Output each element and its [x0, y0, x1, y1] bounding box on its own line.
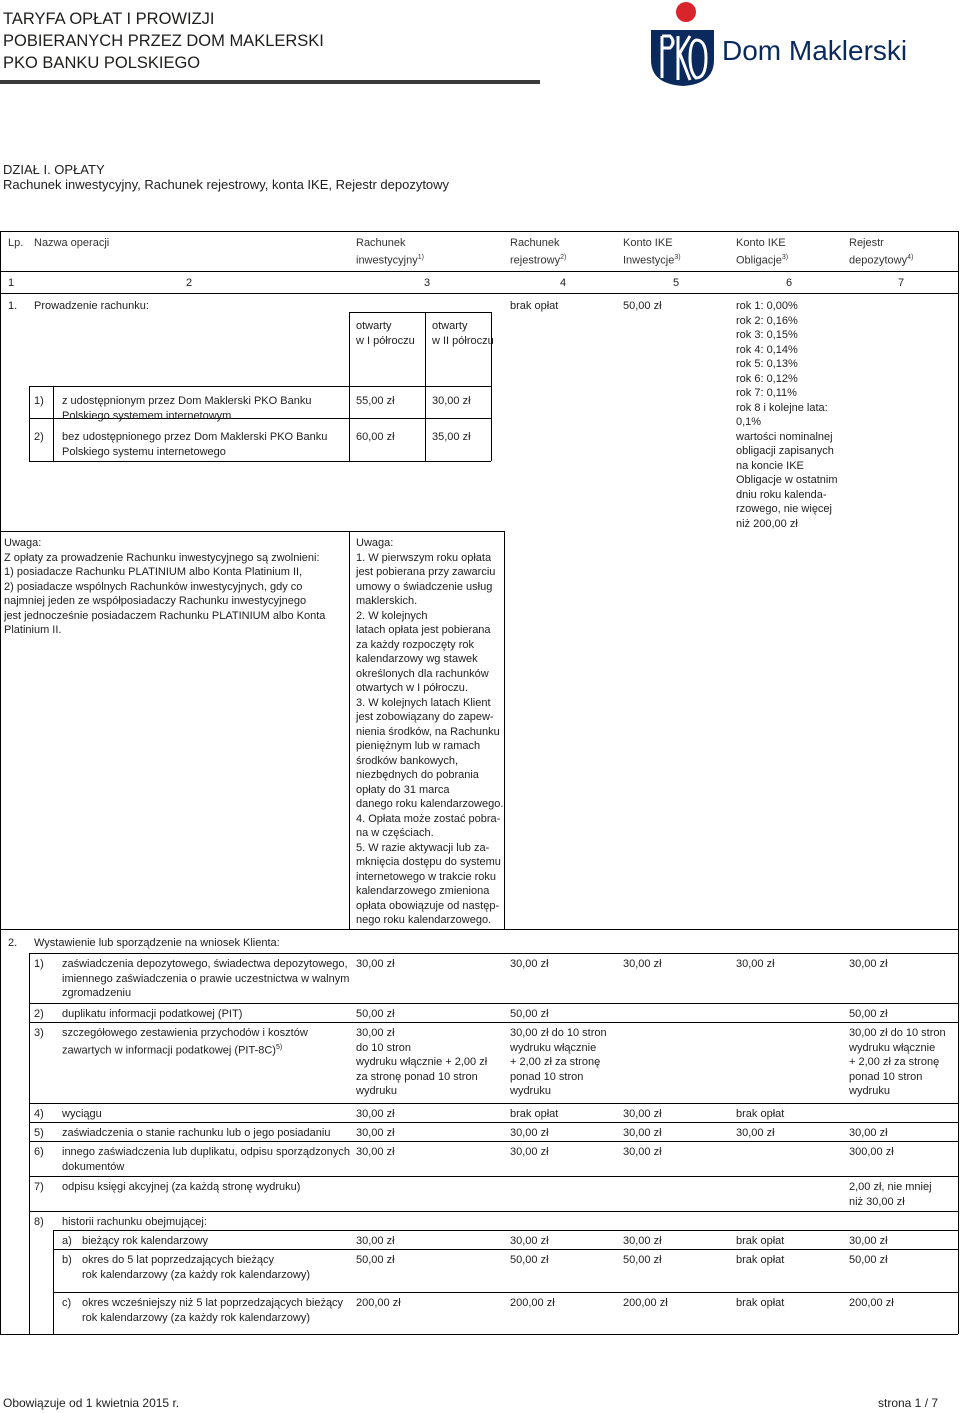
r2-8c-c5: 200,00 zł [623, 1297, 668, 1309]
r2-rule-10 [53, 1249, 958, 1250]
r2-row1-c3: 30,00 zł [356, 958, 395, 970]
row1-sub2-v1: 60,00 zł [356, 431, 395, 443]
otw-top-rule [349, 312, 491, 313]
r2-8c-c6: brak opłat [736, 1297, 785, 1309]
r2-row6-c3: 30,00 zł [356, 1146, 395, 1158]
header-ike-inwestycje: Konto IKE Inwestycje$^{3)}$ [623, 237, 681, 267]
r2-8a-num: a) [62, 1235, 72, 1247]
otw-mid-rule [349, 386, 491, 387]
r2-8c-c7: 200,00 zł [849, 1297, 894, 1309]
r2-row3-c4: 30,00 zł do 10 stron wydruku włącznie + 2,00 zł za stronę ponad 10 stron wydruku [510, 1027, 607, 1097]
header-rejestr-depozytowy: Rejestr depozytowy$^{4)}$ [849, 237, 914, 267]
r2-row6-num: 6) [34, 1146, 44, 1158]
row1-sub1-v1: 55,00 zł [356, 395, 395, 407]
otwarty-i-polrocze: otwarty w I półroczu [356, 320, 415, 347]
row1-sub1-num: 1) [34, 395, 44, 407]
r2-row5-num: 5) [34, 1127, 44, 1139]
uwaga-right-top-rule [349, 531, 504, 532]
r2-8c-num: c) [62, 1297, 72, 1309]
r2-8b-c5: 50,00 zł [623, 1254, 662, 1266]
footer-effective-date: Obowiązuje od 1 kwietnia 2015 r. [3, 1396, 180, 1410]
r2-8a-c3: 30,00 zł [356, 1235, 395, 1247]
r2-row3-num: 3) [34, 1027, 44, 1039]
r2-rule-7 [29, 1176, 958, 1177]
r2-8c-c3: 200,00 zł [356, 1297, 401, 1309]
r2-row5-c6: 30,00 zł [736, 1127, 775, 1139]
r2-row5-c3: 30,00 zł [356, 1127, 395, 1139]
colnum-5: 5 [673, 277, 680, 289]
pko-logo-icon [648, 0, 718, 88]
colnum-4: 4 [560, 277, 567, 289]
row1-sub2-v2: 35,00 zł [432, 431, 471, 443]
row1-bottom-rule [0, 929, 958, 930]
row2-label: Wystawienie lub sporządzenie na wniosek Klienta: [34, 937, 280, 949]
r2-8a-c4: 30,00 zł [510, 1235, 549, 1247]
r2-row3-c3: 30,00 zł do 10 stron wydruku włącznie + 2,00 zł za stronę ponad 10 stron wydruku [356, 1027, 488, 1097]
r2-row4-c4: brak opłat [510, 1108, 559, 1120]
r2-row3-text: szczegółowego zestawienia przychodów i kosztów zawartych w informacji podatkowej $(PIT-8C)^{5)}$ [62, 1027, 308, 1057]
header-nazwa: Nazwa operacji [34, 237, 110, 249]
header-rule [0, 271, 958, 272]
r2-rule-4 [29, 1103, 958, 1104]
r2-row3-c7: 30,00 zł do 10 stron wydruku włącznie + 2,00 zł za stronę ponad 10 stron wydruku [849, 1027, 946, 1097]
header-rachunek-rejestrowy: Rachunek rejestrowy$^{2)}$ [510, 237, 567, 267]
r2-num-col-border [29, 953, 30, 1334]
table-bottom-rule [0, 1334, 958, 1335]
r2-8c-c4: 200,00 zł [510, 1297, 555, 1309]
r2-row2-c3: 50,00 zł [356, 1008, 395, 1020]
row1-c6: rok 1: 0,00% rok 2: 0,16% rok 3: 0,15% rok 4: 0,14% rok 5: 0,13% rok 6: 0,12% rok 7: 0,11% rok 8 i kolejne lata: 0,1% wartości nominalnej obligacji zapisanych na koncie IKE Obligacje w ostatnim dniu roku kalenda- rzowego, nie więcej niż 200,00 zł [736, 300, 838, 530]
r2-rule-1 [29, 953, 958, 954]
row1-num: 1. [8, 300, 18, 312]
uwaga-left: Uwaga: Z opłaty za prowadzenie Rachunku inwestycyjnego są zwolnieni: 1) posiadacze Rachunku PLATINIUM albo Konta Platinium II, 2) posiadacze wspólnych Rachunków inwestycyjnych, gdy co najmniej jeden ze współposiadaczy Rachunku inwestycyjnego jest jednocześnie posiadaczem Rachunku PLATINIUM albo Konta Platinium II. [4, 537, 326, 636]
r2-8b-c7: 50,00 zł [849, 1254, 888, 1266]
r2-row4-text: wyciągu [62, 1108, 102, 1120]
row1-label: Prowadzenie rachunku: [34, 300, 149, 312]
r2-row5-text: zaświadczenia o stanie rachunku lub o jego posiadaniu [62, 1127, 331, 1139]
row1-sub1-text: z udostępnionym przez Dom Maklerski PKO Banku Polskiego systemem internetowym [62, 395, 312, 422]
r2-row5-c4: 30,00 zł [510, 1127, 549, 1139]
r2-rule-8 [29, 1211, 958, 1212]
otw-low-rule [349, 418, 491, 419]
row1-sub1-v2: 30,00 zł [432, 395, 471, 407]
r2-8b-num: b) [62, 1254, 72, 1266]
r2-row2-c7: 50,00 zł [849, 1008, 888, 1020]
r1-sub-bottom-rule [29, 461, 349, 462]
row1-sub2-text: bez udostępnionego przez Dom Maklerski PKO Banku Polskiego systemu internetowego [62, 431, 328, 458]
title-line-1: TARYFA OPŁAT I PROWIZJI [3, 10, 215, 28]
otwarty-ii-polrocze: otwarty w II półroczu [432, 320, 494, 347]
colnum-7: 7 [898, 277, 905, 289]
row1-c5: 50,00 zł [623, 300, 662, 312]
header-ike-obligacje: Konto IKE Obligacje$^{3)}$ [736, 237, 789, 267]
r1-sub-top-rule [29, 386, 349, 387]
table-left-border [0, 231, 1, 1334]
otw-left-border [349, 312, 350, 461]
r2-row4-num: 4) [34, 1108, 44, 1120]
r2-8b-text: okres do 5 lat poprzedzających bieżący rok kalendarzowy (za każdy rok kalendarzowy) [82, 1254, 311, 1281]
r2-row1-c4: 30,00 zł [510, 958, 549, 970]
r2-row2-text: duplikatu informacji podatkowej (PIT) [62, 1008, 243, 1020]
r2-row1-c6: 30,00 zł [736, 958, 775, 970]
r2-rule-5 [29, 1122, 958, 1123]
r2-row1-c5: 30,00 zł [623, 958, 662, 970]
footer-page-number: strona 1 / 7 [878, 1396, 939, 1410]
r2-rule-3 [29, 1022, 958, 1023]
r2-row4-c5: 30,00 zł [623, 1108, 662, 1120]
r2-8a-text: bieżący rok kalendarzowy [82, 1235, 208, 1247]
uwaga-divider-right [504, 531, 505, 929]
uwaga-right: Uwaga: 1. W pierwszym roku opłata jest pobierana przy zawarciu umowy o świadczenie usług maklerskich. 2. W kolejnych latach opłata jest pobierana za każdy rozpoczęty rok kalendarzowy wg stawek określonych dla rachunków otwartych w I półroczu. 3. W kolejnych latach Klient jest zobowiązany do zapew- nienia środków, na Rachunku pieniężnym lub w ramach środków bankowych, niezbędnych do pobrania opłaty do 31 marca danego roku kalendarzowego. 4. Opłata może zostać pobra- na w częściach. 5. W razie aktywacji lub za- mknięcia dostępu do systemu internetowego w trakcie roku kalendarzowego zmieniona opłata obowiązuje od następ- nego roku kalendarzowego. [356, 537, 504, 926]
r2-8c-text: okres wcześniejszy niż 5 lat poprzedzających bieżący rok kalendarzowy (za każdy rok kalendarzowy) [82, 1297, 344, 1324]
r2-8a-c5: 30,00 zł [623, 1235, 662, 1247]
r1-sub-num-border [53, 386, 54, 461]
r2-row4-c6: brak opłat [736, 1108, 785, 1120]
r2-8b-c3: 50,00 zł [356, 1254, 395, 1266]
r2-8b-c6: brak opłat [736, 1254, 785, 1266]
r2-row6-c4: 30,00 zł [510, 1146, 549, 1158]
r2-sub-col-border [53, 1230, 54, 1334]
table-right-border [958, 231, 959, 1334]
row1-c4: brak opłat [510, 300, 559, 312]
otw-mid-border [425, 312, 426, 461]
colnum-6: 6 [786, 277, 793, 289]
colnum-1: 1 [8, 277, 15, 289]
r2-rule-9 [53, 1230, 958, 1231]
r2-row4-c3: 30,00 zł [356, 1108, 395, 1120]
title-line-3: PKO BANKU POLSKIEGO [3, 54, 201, 72]
r2-row7-num: 7) [34, 1181, 44, 1193]
header-lp: Lp. [8, 237, 24, 249]
r2-row1-text: zaświadczenia depozytowego, świadectwa depozytowego, imiennego zaświadczenia o prawie uczestnictwa w walnym zgromadzeniu [62, 958, 350, 999]
colnum-rule [0, 293, 958, 294]
r2-row6-text: innego zaświadczenia lub duplikatu, odpisu sporządzonych dokumentów [62, 1146, 351, 1173]
r2-row6-c5: 30,00 zł [623, 1146, 662, 1158]
r2-row1-num: 1) [34, 958, 44, 970]
r2-rule-2 [29, 1003, 958, 1004]
r2-row2-num: 2) [34, 1008, 44, 1020]
r2-8b-c4: 50,00 zł [510, 1254, 549, 1266]
colnum-3: 3 [424, 277, 431, 289]
r2-row7-text: odpisu księgi akcyjnej (za każdą stronę wydruku) [62, 1181, 301, 1193]
header-rachunek-inwestycyjny: Rachunek inwestycyjny$^{1)}$ [356, 237, 424, 267]
r2-row2-c4: 50,00 zł [510, 1008, 549, 1020]
uwaga-divider-left [349, 531, 350, 929]
r2-row8-text: historii rachunku obejmującej: [62, 1216, 207, 1228]
r2-row1-c7: 30,00 zł [849, 958, 888, 970]
row2-num: 2. [8, 937, 18, 949]
r2-row5-c5: 30,00 zł [623, 1127, 662, 1139]
r2-rule-11 [53, 1292, 958, 1293]
logo-text: Dom Maklerski [722, 35, 908, 66]
uwaga-left-top-rule [0, 531, 349, 532]
section-subheading: Rachunek inwestycyjny, Rachunek rejestrowy, konta IKE, Rejestr depozytowy [3, 177, 450, 192]
r2-8a-c6: brak opłat [736, 1235, 785, 1247]
title-line-2: POBIERANYCH PRZEZ DOM MAKLERSKI [3, 32, 324, 50]
r2-row5-c7: 30,00 zł [849, 1127, 888, 1139]
title-underline [0, 80, 540, 84]
r2-rule-6 [29, 1141, 958, 1142]
r1-sub-left-border [29, 386, 30, 461]
otw-bottom-rule [349, 461, 491, 462]
row1-sub2-num: 2) [34, 431, 44, 443]
r2-row6-c7: 300,00 zł [849, 1146, 894, 1158]
r2-8a-c7: 30,00 zł [849, 1235, 888, 1247]
colnum-2: 2 [186, 277, 193, 289]
table-top-rule [0, 231, 958, 232]
r2-row8-num: 8) [34, 1216, 44, 1228]
document-title [3, 8, 324, 74]
r2-row7-c7: 2,00 zł, nie mniej niż 30,00 zł [849, 1181, 932, 1208]
section-heading: DZIAŁ I. OPŁATY [3, 162, 105, 177]
